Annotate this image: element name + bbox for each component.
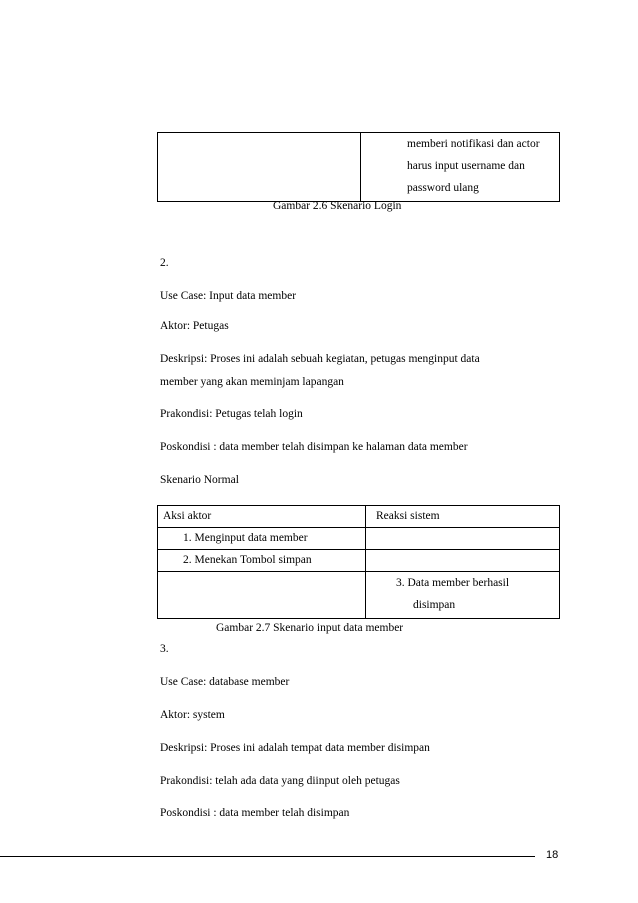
table-cell-empty: [158, 572, 366, 619]
header-label: Reaksi sistem: [376, 510, 440, 522]
poskondisi-line: Poskondisi : data member telah disimpan ke halaman data member: [160, 441, 468, 453]
login-scenario-table-continuation: [157, 132, 560, 202]
use-case-line: Use Case: Input data member: [160, 290, 297, 302]
aktor-line: Aktor: system: [160, 709, 225, 721]
deskripsi-line-2: member yang akan meminjam lapangan: [160, 376, 344, 388]
step-label: 2. Menekan Tombol simpan: [183, 554, 312, 566]
section-number-2: 2.: [160, 257, 169, 269]
table-header-reaksi-sistem: [366, 506, 560, 528]
footer-rule: [0, 856, 535, 857]
deskripsi-line-1: Deskripsi: Proses ini adalah sebuah kegiatan, petugas menginput data: [160, 353, 480, 365]
table-header-aksi-aktor: [158, 506, 366, 528]
aktor-line: Aktor: Petugas: [160, 320, 229, 332]
use-case-line: Use Case: database member: [160, 676, 290, 688]
page-number: 18: [546, 849, 559, 861]
figure-caption-2-6: Gambar 2.6 Skenario Login: [273, 200, 402, 212]
table-row-actor-step-2: [158, 550, 366, 572]
cell-line: password ulang: [407, 182, 479, 194]
cell-line: memberi notifikasi dan actor: [407, 138, 540, 150]
step-label-continuation: disimpan: [413, 599, 456, 611]
table-cell-empty: [158, 133, 361, 202]
table-cell-system-reaction: [361, 133, 560, 202]
cell-line: harus input username dan: [407, 160, 525, 172]
table-cell-empty: [366, 550, 560, 572]
table-row-system-step-3: [366, 572, 560, 619]
skenario-heading: Skenario Normal: [160, 474, 239, 486]
table-row-actor-step-1: [158, 528, 366, 550]
input-member-scenario-table: [157, 505, 560, 619]
deskripsi-line: Deskripsi: Proses ini adalah tempat data member disimpan: [160, 742, 430, 754]
poskondisi-line: Poskondisi : data member telah disimpan: [160, 807, 350, 819]
header-label: Aksi aktor: [163, 510, 212, 522]
prakondisi-line: Prakondisi: Petugas telah login: [160, 408, 303, 420]
table-cell-empty: [366, 528, 560, 550]
section-number-3: 3.: [160, 643, 169, 655]
prakondisi-line: Prakondisi: telah ada data yang diinput oleh petugas: [160, 775, 400, 787]
step-label: 3. Data member berhasil: [396, 577, 510, 589]
step-label: 1. Menginput data member: [183, 532, 308, 544]
figure-caption-2-7: Gambar 2.7 Skenario input data member: [216, 622, 404, 634]
